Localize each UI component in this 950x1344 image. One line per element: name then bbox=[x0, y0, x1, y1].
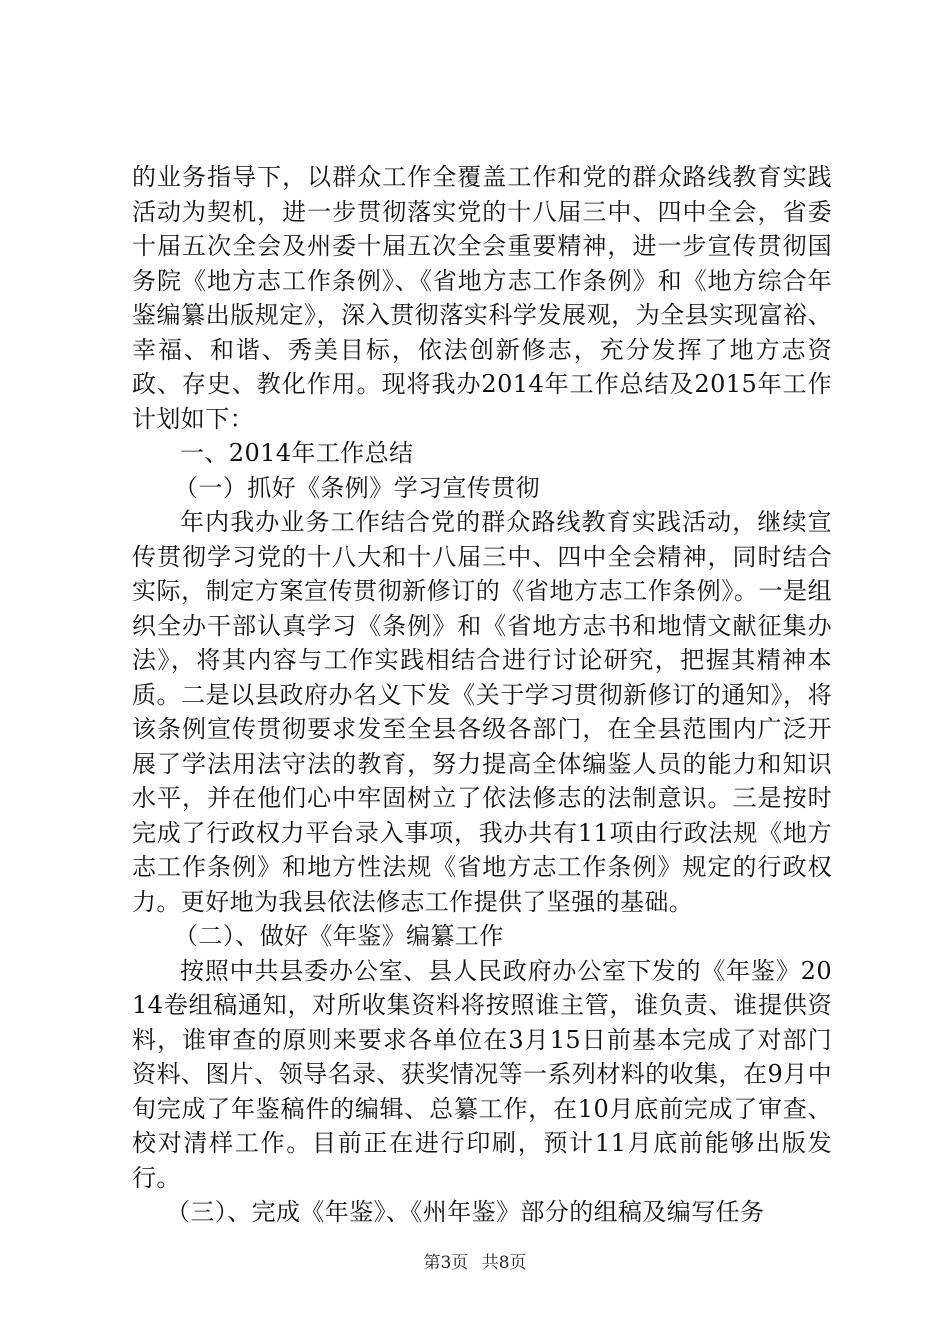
subsection-heading-yearbook-compilation: （二）、做好《年鉴》编纂工作 bbox=[174, 922, 504, 950]
intro-paragraph: 的业务指导下，以群众工作全覆盖工作和党的群众路线教育实践活动为契机，进一步贯彻落实党的十八届三中、四中全会，省委十届五次全会及州委十届五次全会重要精神，进一步宣传贯彻国务院《地方志工作条例》、《省地方志工作条例》和《地方综合年鉴编纂出版规定》，深入贯彻落实科学发展观，为全县实现富裕、幸福、和谐、秀美目标，依法创新修志，充分发挥了地方志资政、存史、教化作用。现将我办2014年工作总结及2015年工作计划如下： bbox=[132, 163, 832, 433]
yearbook-compilation-paragraph: 按照中共县委办公室、县人民政府办公室下发的《年鉴》2014卷组稿通知，对所收集资料将按照谁主管，谁负责、谁提供资料，谁审查的原则来要求各单位在3月15日前基本完成了对部门资料、图片、领导名录、获奖情况等一系列材料的收集，在9月中旬完成了年鉴稿件的编辑、总纂工作，在10月底前完成了审查、校对清样工作。目前正在进行印刷，预计11月底前能够出版发行。 bbox=[132, 956, 832, 1192]
page-footer bbox=[0, 1248, 950, 1273]
page-total: 共8页 bbox=[481, 1253, 527, 1273]
section-heading-2014-summary: 一、2014年工作总结 bbox=[180, 439, 414, 467]
document-body bbox=[132, 160, 832, 1230]
subsection-heading-regulation-study: （一）抓好《条例》学习宣传贯彻 bbox=[174, 473, 540, 502]
regulation-study-paragraph: 年内我办业务工作结合党的群众路线教育实践活动，继续宣传贯彻学习党的十八大和十八届三中、四中全会精神，同时结合实际，制定方案宣传贯彻新修订的《省地方志工作条例》。一是组织全办干部认真学习《条例》和《省地方志书和地情文献征集办法》，将其内容与工作实践相结合进行讨论研究，把握其精神本质。二是以县政府办名义下发《关于学习贯彻新修订的通知》，将该条例宣传贯彻要求发至全县各级各部门，在全县范围内广泛开展了学法用法守法的教育，努力提高全体编鉴人员的能力和知识水平，并在他们心中牢固树立了依法修志的法制意识。三是按时完成了行政权力平台录入事项，我办共有11项由行政法规《地方志工作条例》和地方性法规《省地方志工作条例》规定的行政权力。更好地为我县依法修志工作提供了坚强的基础。 bbox=[132, 508, 832, 916]
page-number: 第3页 bbox=[423, 1253, 469, 1273]
subsection-heading-prefecture-yearbook: （三）、完成《年鉴》、《州年鉴》部分的组稿及编写任务 bbox=[166, 1198, 765, 1226]
